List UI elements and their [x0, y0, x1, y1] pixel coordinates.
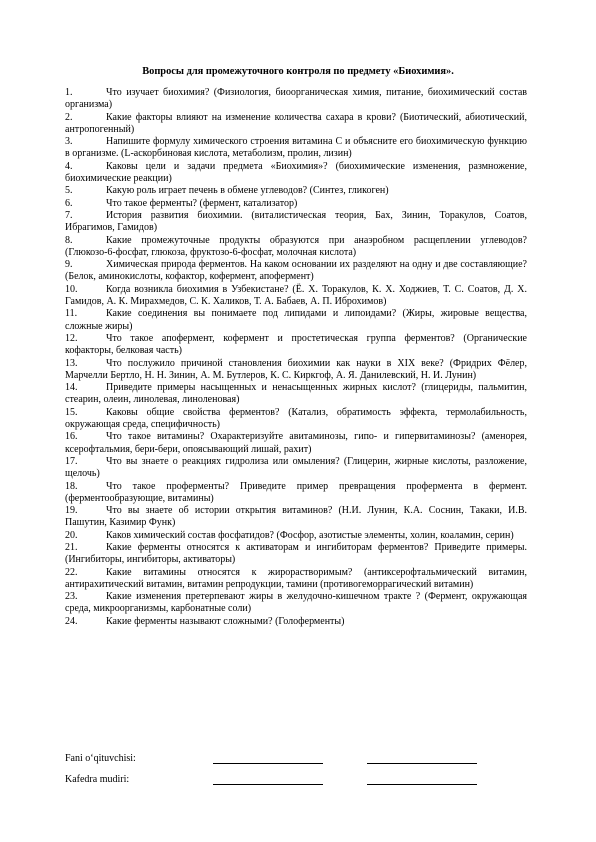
question-text: Какие соединения вы понимаете под липидами и липоидами? (Жиры, жировые вещества, сложные жиры): [65, 308, 527, 332]
question-item: [65, 591, 527, 616]
question-item: [65, 358, 527, 383]
question-number: 24.: [65, 615, 78, 627]
question-item: [65, 505, 527, 530]
question-item: [65, 87, 527, 112]
question-text: История развития биохимии. (виталистическая теория, Бах, Зинин, Торакулов, Соатов, Ибрагимов, Гамидов): [65, 209, 527, 234]
question-text: Что такое апофермент, кофермент и простетическая группа ферментов? (Органические кофакторы, белковая часть): [65, 332, 527, 357]
question-item: [65, 235, 527, 260]
question-list: [65, 87, 527, 628]
question-number: 9.: [65, 259, 73, 271]
question-number: 18.: [65, 480, 78, 492]
question-number: 10.: [65, 283, 78, 295]
question-number: 5.: [65, 185, 73, 197]
signature-line: [367, 763, 477, 764]
signature-row-teacher: [65, 753, 535, 767]
question-text: Какие промежуточные продукты образуются при анаэробном расщеплении углеводов? (Глюкозо-6-фосфат, глюкоза, фруктозо-6-фосфат, молочная кислота): [65, 234, 527, 258]
question-item: [65, 431, 527, 456]
question-item: [65, 530, 527, 542]
question-text: Какие факторы влияют на изменение количества сахара в крови? (Биотический, абиотический, антропогенный): [65, 111, 527, 135]
question-text: Какие витамины относятся к жирорастворимым? (антиксерофтальмический витамин, антирахитический витамин, витамин репродукции, тамини (противогеморрагический витамин): [65, 566, 527, 590]
question-text: Какие ферменты относятся к активаторам и ингибиторам ферментов? Приведите примеры. (Ингибиторы, ингибиторы, активаторы): [65, 541, 527, 566]
signature-line: [213, 784, 323, 785]
question-text: Что такое витамины? Охарактеризуйте авитаминозы, гипо- и гипервитаминозы? (аменорея, ксерофтальмия, бери-бери, опоясывающий лишай, рахит): [65, 431, 527, 455]
question-number: 17.: [65, 455, 78, 467]
question-item: [65, 259, 527, 284]
question-item: [65, 198, 527, 210]
question-text: Что изучает биохимия? (Физиология, биоорганическая химия, питание, биохимический состав организма): [65, 87, 527, 111]
question-text: Что вы знаете о реакциях гидролиза или омыления? (Глицерин, жирные кислоты, разложение, щелочь): [65, 455, 527, 480]
question-text: Что вы знаете об истории открытия витаминов? (Н.И. Лунин, К.А. Соснин, Такаки, И.В. Пашутин, Казимир Функ): [65, 505, 527, 529]
question-text: Каковы цели и задачи предмета «Биохимия»? (биохимические изменения, размножение, биохимические реакции): [65, 160, 527, 185]
question-number: 22.: [65, 566, 78, 578]
question-text: Что такое проферменты? Приведите пример превращения профермента в фермент. (ферментообразующие, витамины): [65, 480, 527, 504]
question-item: [65, 136, 527, 161]
question-item: [65, 210, 527, 235]
question-item: [65, 284, 527, 309]
question-item: [65, 112, 527, 137]
page-title: Вопросы для промежуточного контроля по предмету «Биохимия».: [142, 66, 454, 77]
question-text: Каковы общие свойства ферментов? (Катализ, обратимость эффекта, термолабильность, окружающая среда, специфичность): [65, 406, 527, 431]
question-text: Какие изменения претерпевают жиры в желудочно-кишечном тракте ? (Фермент, окружающая среда, микроорганизмы, карбонатные соли): [65, 591, 527, 615]
question-item: [65, 382, 527, 407]
question-number: 20.: [65, 529, 78, 541]
question-text: Напишите формулу химического строения витамина С и объясните его биохимическую функцию в организме. (L-аскорбиновая кислота, метаболизм, пролин, лизин): [65, 136, 527, 160]
question-number: 16.: [65, 431, 78, 443]
question-number: 15.: [65, 406, 78, 418]
question-number: 11.: [65, 308, 78, 320]
question-item: [65, 616, 527, 628]
question-item: [65, 308, 527, 333]
question-text: Какие ферменты называют сложными? (Голоферменты): [106, 615, 345, 627]
question-number: 14.: [65, 382, 78, 394]
question-item: [65, 333, 527, 358]
question-text: Приведите примеры насыщенных и ненасыщенных жирных кислот? (глицериды, пальмитин, стеарин, олеин, линолевая, линоленовая): [65, 382, 527, 406]
question-item: [65, 185, 527, 197]
question-number: 7.: [65, 209, 73, 221]
question-text: Что такое ферменты? (фермент, катализатор): [106, 197, 298, 209]
question-number: 12.: [65, 332, 78, 344]
question-item: [65, 542, 527, 567]
question-number: 6.: [65, 197, 73, 209]
question-text: Что послужило причиной становления биохимии как науки в XIX веке? (Фридрих Фёлер, Марчелли Бертло, Н. Н. Зинин, А. М. Бутлеров, К. С. Киркгоф, А. Я. Данилевский, Н. И. Лунин): [65, 357, 527, 381]
question-text: Каков химический состав фосфатидов? (Фосфор, азотистые элементы, холин, коаламин, серин): [106, 529, 514, 541]
question-number: 3.: [65, 136, 73, 148]
question-item: [65, 567, 527, 592]
question-number: 8.: [65, 234, 73, 246]
question-number: 1.: [65, 87, 73, 98]
signature-line: [213, 763, 323, 764]
question-text: Когда возникла биохимия в Узбекистане? (Ё. Х. Торакулов, К. Х. Ходжиев, Т. С. Соатов, Д. Х. Гамидов, А. К. Мирахмедов, С. К. Халиков, Т. А. Бабаев, А. П. Иброхимов): [65, 283, 527, 308]
question-number: 19.: [65, 505, 78, 517]
question-number: 13.: [65, 357, 78, 369]
signature-line: [367, 784, 477, 785]
question-item: [65, 481, 527, 506]
signature-label: Kafedra mudiri:: [65, 774, 130, 785]
question-number: 2.: [65, 111, 73, 123]
question-item: [65, 407, 527, 432]
question-item: [65, 161, 527, 186]
question-number: 21.: [65, 541, 78, 553]
signature-row-head: [65, 774, 535, 788]
question-item: [65, 456, 527, 481]
question-number: 23.: [65, 591, 78, 603]
question-text: Какую роль играет печень в обмене углеводов? (Синтез, гликоген): [106, 185, 389, 197]
signature-label: Fani o‘qituvchisi:: [65, 753, 136, 764]
question-number: 4.: [65, 160, 73, 172]
question-text: Химическая природа ферментов. На каком основании их разделяют на одну и две составляющие? (Белок, аминокислоты, кофактор, кофермент, апофермент): [65, 259, 527, 283]
